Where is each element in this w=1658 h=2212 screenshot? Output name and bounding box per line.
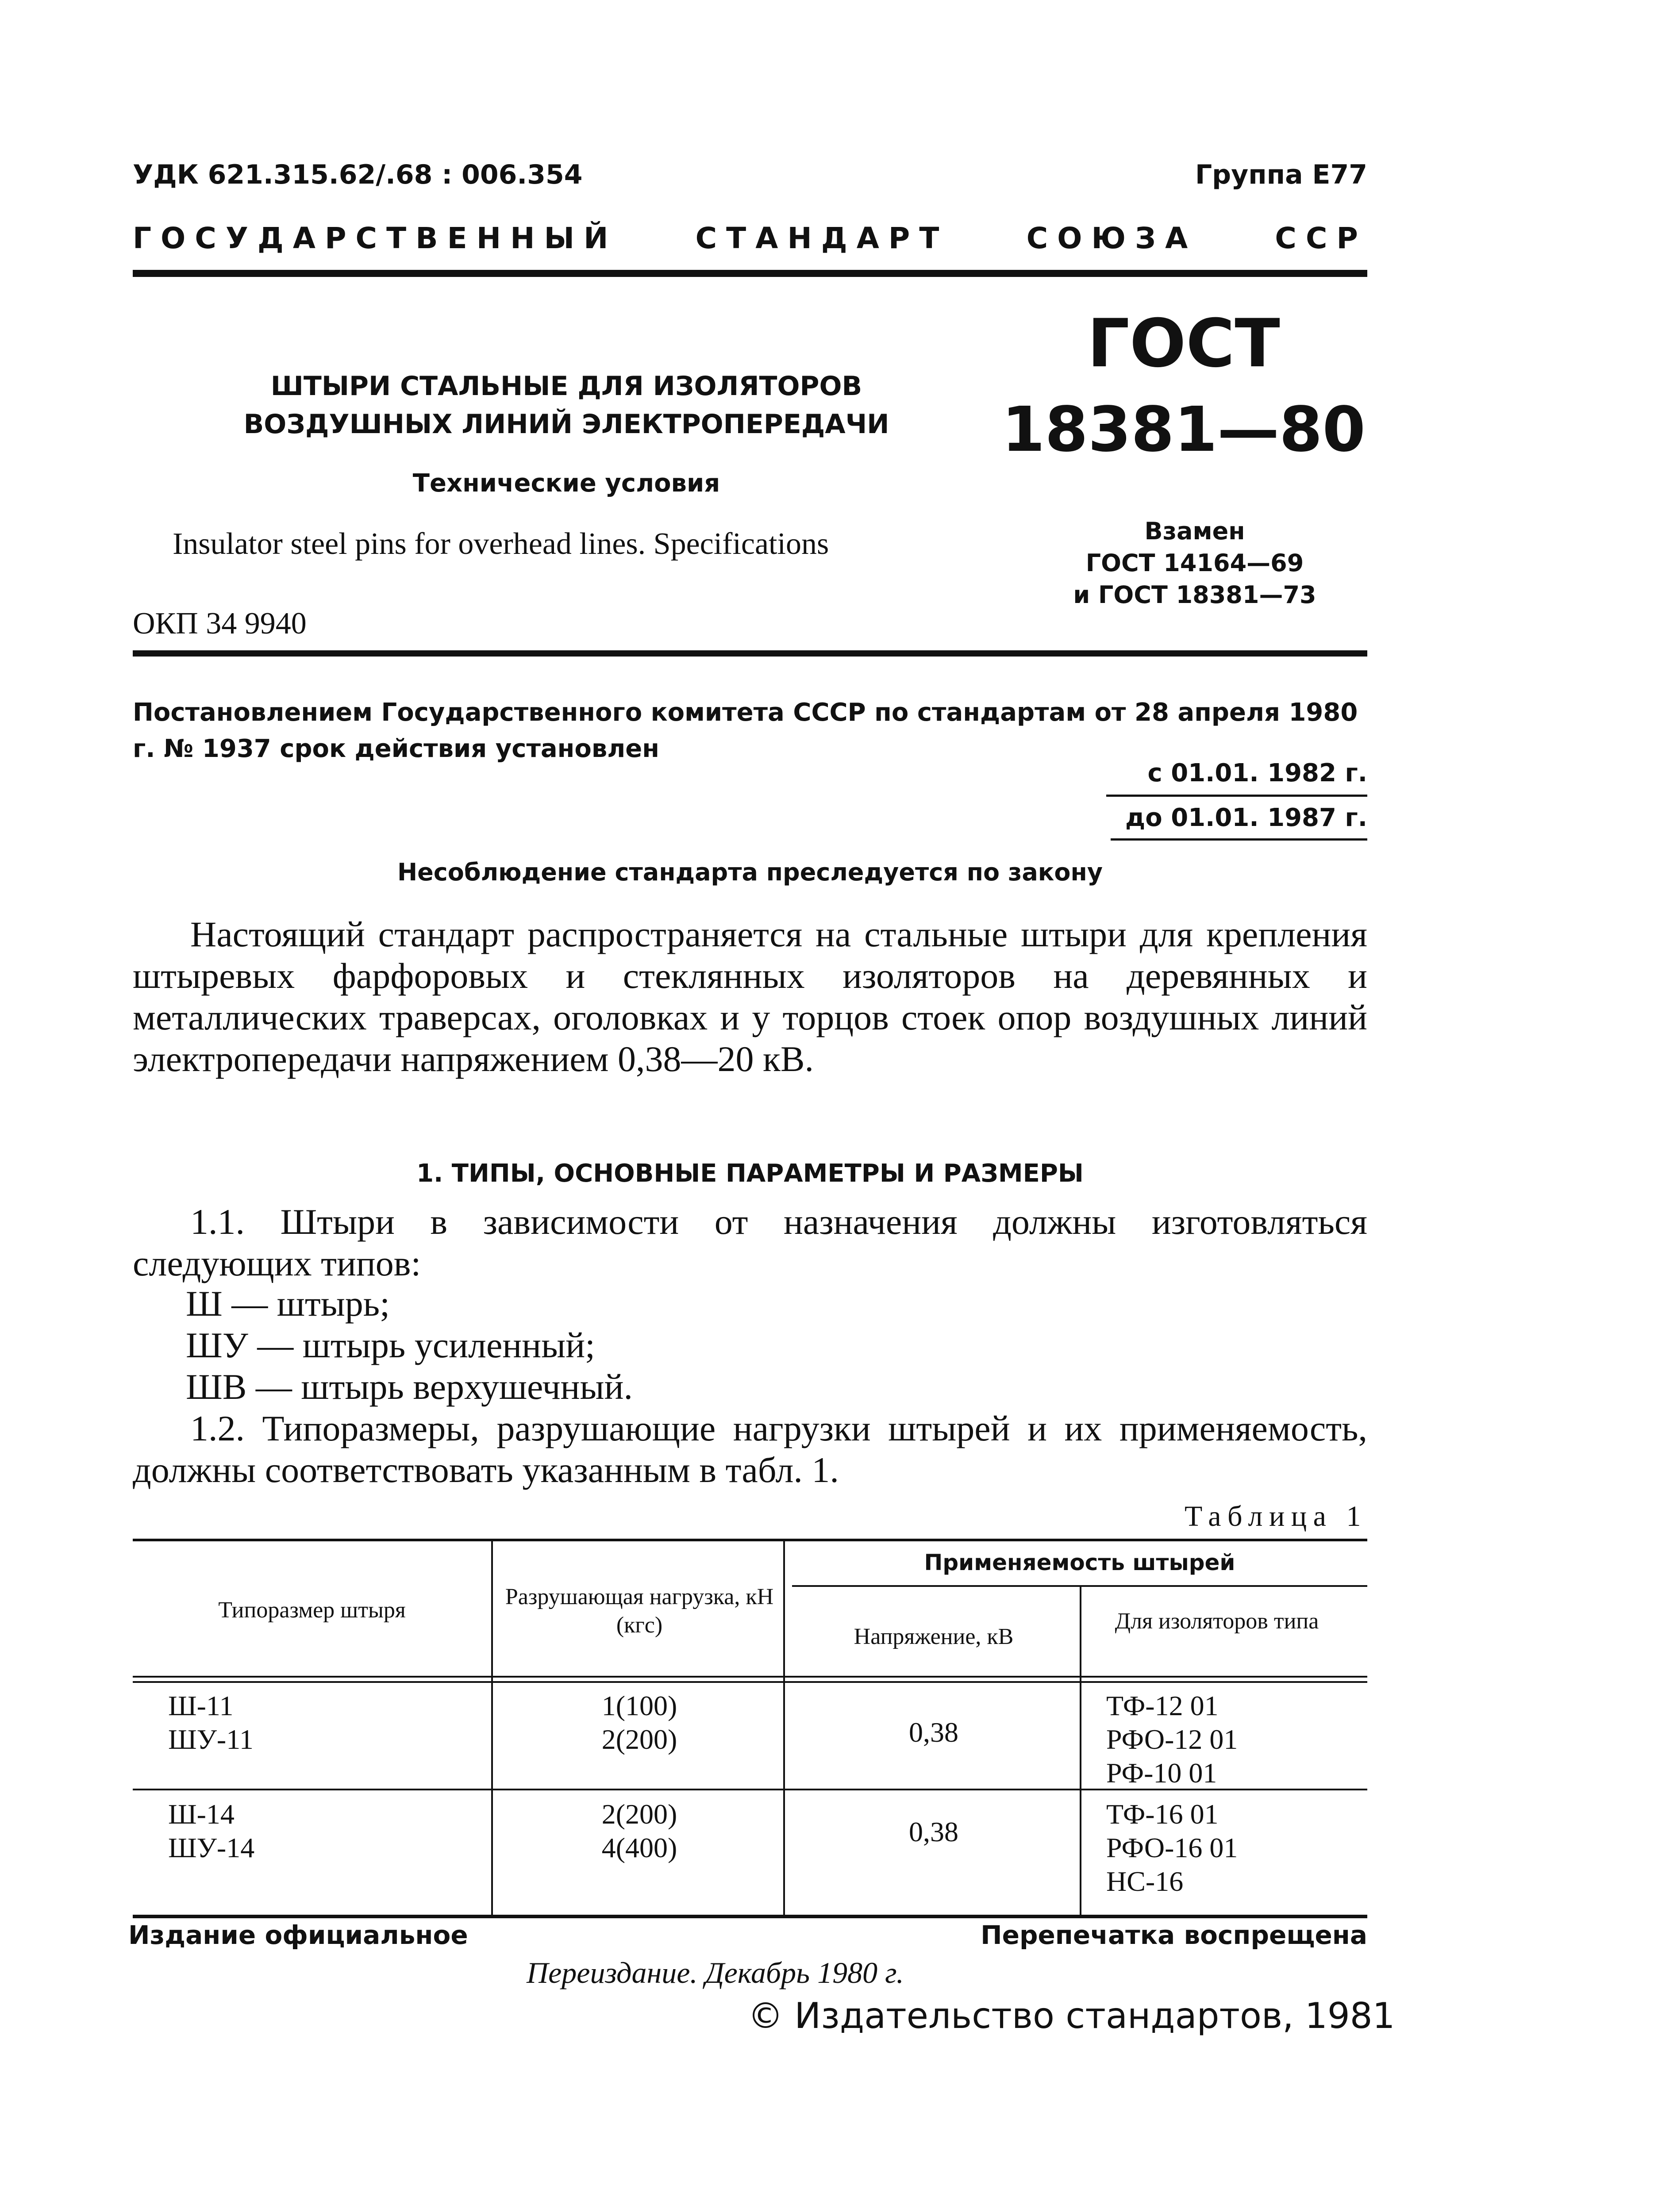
table-column-rule xyxy=(491,1539,493,1915)
document-title xyxy=(235,367,898,443)
cell-load: 1(100) xyxy=(601,1690,677,1721)
title-line-2: ВОЗДУШНЫХ ЛИНИЙ ЭЛЕКТРОПЕРЕДАЧИ xyxy=(243,409,889,440)
replaces-label: Взамен xyxy=(1144,517,1245,545)
official-edition: Издание официальное xyxy=(128,1920,468,1950)
dates-rule xyxy=(1111,838,1367,841)
table-caption: Таблица 1 xyxy=(1185,1500,1367,1532)
title-rule xyxy=(133,650,1367,657)
cell-insulator: НС-16 xyxy=(1106,1866,1184,1897)
gost-label: ГОСТ xyxy=(1087,305,1280,382)
banner-word: ССР xyxy=(1275,221,1367,255)
header-size: Типоразмер штыря xyxy=(218,1598,406,1623)
cell-size: Ш-11 xyxy=(168,1690,234,1721)
header-voltage: Напряжение, кВ xyxy=(854,1624,1014,1649)
publisher-copyright: © Издательство стандартов, 1981 xyxy=(748,1995,1395,2036)
banner-word: СТАНДАРТ xyxy=(695,221,949,255)
table-column-rule xyxy=(1080,1585,1081,1915)
replaces-block xyxy=(1018,515,1372,611)
valid-to: до 01.01. 1987 г. xyxy=(1106,795,1367,839)
cell-load: 2(200) xyxy=(601,1798,677,1830)
cell-voltage: 0,38 xyxy=(909,1717,958,1748)
valid-from: с 01.01. 1982 г. xyxy=(1147,759,1367,787)
cell-load: 4(400) xyxy=(601,1832,677,1863)
intro-paragraph: Настоящий стандарт распространяется на стальные штыри для крепления штыревых фарфоровых и стеклянных изоляторов на деревянных и металлических траверсах, оголовках и у торцов стоек опор воздушных линий электропередачи напряжением 0,38—20 кВ. xyxy=(133,914,1367,1079)
header-applicability: Применяемость штырей xyxy=(924,1550,1235,1575)
banner-rule xyxy=(133,270,1367,277)
udk-code: УДК 621.315.62/.68 : 006.354 xyxy=(133,159,583,190)
cell-insulator-group xyxy=(1106,1689,1238,1790)
table-header-rule xyxy=(133,1676,1367,1678)
cell-insulator-group xyxy=(1106,1797,1238,1898)
cell-load: 2(200) xyxy=(601,1724,677,1755)
document-subtitle: Технические условия xyxy=(412,469,720,498)
table-top-rule xyxy=(133,1539,1367,1541)
table-1 xyxy=(133,1539,1367,1919)
legal-notice: Несоблюдение стандарта преследуется по закону xyxy=(397,858,1103,886)
type-item: ШУ — штырь усиленный; xyxy=(186,1325,595,1365)
type-item: Ш — штырь; xyxy=(186,1283,390,1324)
cell-size: ШУ-11 xyxy=(168,1724,254,1755)
header-insulators: Для изоляторов типа xyxy=(1115,1609,1319,1634)
gost-number: 18381—80 xyxy=(1002,394,1366,466)
cell-insulator: РФО-12 01 xyxy=(1106,1724,1238,1755)
title-line-1: ШТЫРИ СТАЛЬНЫЕ ДЛЯ ИЗОЛЯТОРОВ xyxy=(270,371,862,402)
cell-size: ШУ-14 xyxy=(168,1832,255,1863)
cell-load-group xyxy=(496,1689,783,1756)
cell-insulator: РФ-10 01 xyxy=(1106,1757,1217,1789)
table-bottom-rule xyxy=(133,1915,1367,1918)
paragraph-1-2: 1.2. Типоразмеры, разрушающие нагрузки штырей и их применяемость, должны соответствовать указанным в табл. 1. xyxy=(133,1408,1367,1490)
table-header-rule-double xyxy=(133,1681,1367,1683)
cell-size: Ш-14 xyxy=(168,1798,235,1830)
table-row xyxy=(168,1689,254,1756)
cell-insulator: ТФ-12 01 xyxy=(1106,1690,1219,1721)
banner-word: СОЮЗА xyxy=(1026,221,1197,255)
reissue-note: Переиздание. Декабрь 1980 г. xyxy=(527,1956,904,1989)
header-load: Разрушающая нагрузка, кН (кгс) xyxy=(505,1584,774,1638)
table-column-rule xyxy=(783,1539,785,1915)
cell-voltage: 0,38 xyxy=(909,1816,958,1847)
reprint-prohibited: Перепечатка воспрещена xyxy=(981,1920,1367,1950)
type-item: ШВ — штырь верхушечный. xyxy=(186,1367,633,1407)
section-heading: 1. ТИПЫ, ОСНОВНЫЕ ПАРАМЕТРЫ И РАЗМЕРЫ xyxy=(416,1159,1084,1188)
paragraph-1-1: 1.1. Штыри в зависимости от назначения должны изготовляться следующих типов: xyxy=(133,1202,1367,1283)
cell-insulator: РФО-16 01 xyxy=(1106,1832,1238,1863)
table-row xyxy=(168,1797,254,1865)
cell-insulator: ТФ-16 01 xyxy=(1106,1798,1219,1830)
okp-code: ОКП 34 9940 xyxy=(133,607,307,641)
state-standard-banner xyxy=(133,221,1367,255)
replaces-standard-2: и ГОСТ 18381—73 xyxy=(1073,581,1316,609)
replaces-standard-1: ГОСТ 14164—69 xyxy=(1085,549,1304,577)
cell-load-group xyxy=(496,1797,783,1865)
group-code: Группа Е77 xyxy=(1195,159,1367,190)
banner-word: ГОСУДАРСТВЕННЫЙ xyxy=(133,221,618,255)
decree-text: Постановлением Государственного комитета СССР по стандартам от 28 апреля 1980 г. № 1937 срок действия установлен xyxy=(133,698,1358,763)
english-title: Insulator steel pins for overhead lines. Specifications xyxy=(173,527,829,561)
validity-dates xyxy=(1106,752,1367,839)
